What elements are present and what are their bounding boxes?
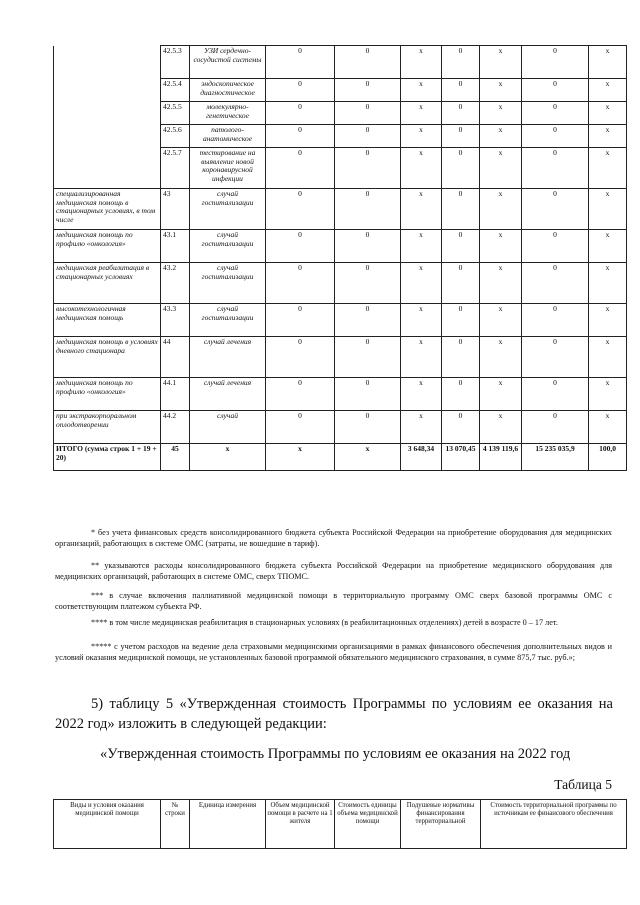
total-row bbox=[54, 444, 627, 471]
cell-c1: 0 bbox=[266, 337, 335, 378]
cell-c2: 0 bbox=[335, 304, 401, 337]
cell-c3: х bbox=[401, 148, 442, 189]
cell-c3: х bbox=[401, 189, 442, 230]
cell-num: 42.5.6 bbox=[161, 125, 190, 148]
row-name: высокотехнологичная медицинская помощь bbox=[54, 304, 161, 337]
cell-unit: случай госпитализации bbox=[190, 230, 266, 263]
cell-c7: х bbox=[589, 125, 627, 148]
total-c4: 13 070,45 bbox=[442, 444, 480, 471]
cell-unit: тестирование на выявление новой коронавирусной инфекции bbox=[190, 148, 266, 189]
cell-c5: х bbox=[480, 46, 522, 79]
cell-c4: 0 bbox=[442, 263, 480, 304]
cell-c7: х bbox=[589, 304, 627, 337]
table-row bbox=[54, 46, 627, 79]
total-c2: х bbox=[335, 444, 401, 471]
cell-c7: х bbox=[589, 337, 627, 378]
cell-c7: х bbox=[589, 378, 627, 411]
cell-unit: эндоскопическое диагностическое bbox=[190, 79, 266, 102]
cost-table bbox=[53, 45, 627, 471]
cell-unit: УЗИ сердечно-сосудистой системы bbox=[190, 46, 266, 79]
cell-num: 42.5.3 bbox=[161, 46, 190, 79]
cell-c4: 0 bbox=[442, 411, 480, 444]
cell-c5: х bbox=[480, 148, 522, 189]
row-name: при экстракорпоральном оплодотворении bbox=[54, 411, 161, 444]
table-row bbox=[54, 337, 627, 378]
cell-c3: х bbox=[401, 378, 442, 411]
total-unit: х bbox=[190, 444, 266, 471]
row-name bbox=[54, 102, 161, 125]
cell-c6: 0 bbox=[522, 148, 589, 189]
row-name bbox=[54, 125, 161, 148]
cell-c3: х bbox=[401, 79, 442, 102]
cell-c6: 0 bbox=[522, 189, 589, 230]
cell-unit: случай госпитализации bbox=[190, 304, 266, 337]
table-row bbox=[54, 304, 627, 337]
cell-c5: х bbox=[480, 411, 522, 444]
cell-c1: 0 bbox=[266, 263, 335, 304]
table-row bbox=[54, 263, 627, 304]
cell-c6: 0 bbox=[522, 411, 589, 444]
cell-c3: х bbox=[401, 46, 442, 79]
cell-c2: 0 bbox=[335, 263, 401, 304]
cell-c4: 0 bbox=[442, 102, 480, 125]
footnote-3: *** в случае включения паллиативной медицинской помощи в территориальную программу ОМС сверх базовой программы ОМС с соответствующим платежом субъекта РФ. bbox=[55, 591, 612, 611]
cell-c1: 0 bbox=[266, 125, 335, 148]
amendment-paragraph: 5) таблицу 5 «Утвержденная стоимость Программы по условиям ее оказания на 2022 год» изложить в следующей редакции: bbox=[55, 696, 613, 732]
cell-c6: 0 bbox=[522, 304, 589, 337]
cell-c1: 0 bbox=[266, 79, 335, 102]
cell-c2: 0 bbox=[335, 125, 401, 148]
cell-c2: 0 bbox=[335, 337, 401, 378]
cell-c2: 0 bbox=[335, 46, 401, 79]
cell-num: 42.5.7 bbox=[161, 148, 190, 189]
cell-c1: 0 bbox=[266, 46, 335, 79]
cell-c1: 0 bbox=[266, 411, 335, 444]
cell-c5: х bbox=[480, 304, 522, 337]
row-name: медицинская реабилитация в стационарных условиях bbox=[54, 263, 161, 304]
table-row bbox=[54, 230, 627, 263]
cell-c6: 0 bbox=[522, 230, 589, 263]
header-cell: Виды и условия оказания медицинской помощи bbox=[54, 800, 161, 849]
cell-unit: случай госпитализации bbox=[190, 263, 266, 304]
cell-c3: х bbox=[401, 337, 442, 378]
row-name: медицинская помощь в условиях дневного стационара bbox=[54, 337, 161, 378]
header-cell: Объем медицинской помощи в расчете на 1 жителя bbox=[266, 800, 335, 849]
cell-c4: 0 bbox=[442, 304, 480, 337]
row-name: медицинская помощь по профилю «онкология» bbox=[54, 378, 161, 411]
cell-unit: случай госпитализации bbox=[190, 189, 266, 230]
cell-c2: 0 bbox=[335, 79, 401, 102]
footnote-2: ** указываются расходы консолидированного бюджета субъекта Российской Федерации на приобретение медицинского оборудования для медицинских организаций, работающих в системе ОМС, сверх ТПОМС. bbox=[55, 561, 612, 581]
cell-num: 42.5.5 bbox=[161, 102, 190, 125]
cell-c4: 0 bbox=[442, 148, 480, 189]
footnote-4: **** в том числе медицинская реабилитация в стационарных условиях (в реабилитационных отделениях) детей в возрасте 0 – 17 лет. bbox=[91, 618, 558, 627]
cell-c5: х bbox=[480, 337, 522, 378]
row-name bbox=[54, 46, 161, 79]
header-cell: Стоимость территориальной программы по источникам ее финансового обеспечения bbox=[481, 800, 627, 849]
cell-c5: х bbox=[480, 189, 522, 230]
cell-c3: х bbox=[401, 230, 442, 263]
total-c1: х bbox=[266, 444, 335, 471]
cell-c1: 0 bbox=[266, 102, 335, 125]
cell-c3: х bbox=[401, 102, 442, 125]
cell-c2: 0 bbox=[335, 378, 401, 411]
cell-c1: 0 bbox=[266, 189, 335, 230]
cell-c4: 0 bbox=[442, 230, 480, 263]
cell-c2: 0 bbox=[335, 189, 401, 230]
cell-c5: х bbox=[480, 79, 522, 102]
table-row bbox=[54, 189, 627, 230]
header-cell: Подушевые нормативы финансирования территориальной bbox=[401, 800, 481, 849]
total-c5: 4 139 119,6 bbox=[480, 444, 522, 471]
table-row bbox=[54, 378, 627, 411]
cell-c6: 0 bbox=[522, 263, 589, 304]
total-num: 45 bbox=[161, 444, 190, 471]
cell-c4: 0 bbox=[442, 46, 480, 79]
cell-c5: х bbox=[480, 378, 522, 411]
cell-c7: х bbox=[589, 102, 627, 125]
cell-c4: 0 bbox=[442, 189, 480, 230]
cell-c7: х bbox=[589, 79, 627, 102]
cell-c1: 0 bbox=[266, 148, 335, 189]
cell-c6: 0 bbox=[522, 102, 589, 125]
table-row bbox=[54, 148, 627, 189]
cell-num: 43 bbox=[161, 189, 190, 230]
table-row bbox=[54, 411, 627, 444]
cell-num: 44 bbox=[161, 337, 190, 378]
cell-c5: х bbox=[480, 263, 522, 304]
table-row bbox=[54, 125, 627, 148]
header-cell: Стоимость единицы объема медицинской помощи bbox=[335, 800, 401, 849]
footnote-1: * без учета финансовых средств консолидированного бюджета субъекта Российской Федерации на приобретение оборудования для медицинских организаций, работающих в системе ОМС (затраты, не вошедшие в тариф). bbox=[55, 528, 612, 548]
row-name: медицинская помощь по профилю «онкология» bbox=[54, 230, 161, 263]
cell-num: 43.2 bbox=[161, 263, 190, 304]
row-name: специализированная медицинская помощь в стационарных условиях, в том числе bbox=[54, 189, 161, 230]
cell-c1: 0 bbox=[266, 304, 335, 337]
cell-c7: х bbox=[589, 46, 627, 79]
total-c7: 100,0 bbox=[589, 444, 627, 471]
cell-c1: 0 bbox=[266, 230, 335, 263]
cell-unit: случай bbox=[190, 411, 266, 444]
cell-c2: 0 bbox=[335, 411, 401, 444]
cell-c2: 0 bbox=[335, 230, 401, 263]
table-label: Таблица 5 bbox=[554, 777, 612, 792]
cell-num: 44.1 bbox=[161, 378, 190, 411]
cell-c1: 0 bbox=[266, 378, 335, 411]
cell-c7: х bbox=[589, 189, 627, 230]
cell-c3: х bbox=[401, 263, 442, 304]
cell-c6: 0 bbox=[522, 79, 589, 102]
header-cell: Единица измерения bbox=[190, 800, 266, 849]
table-row bbox=[54, 79, 627, 102]
cell-c7: х bbox=[589, 263, 627, 304]
cell-unit: случай лечения bbox=[190, 378, 266, 411]
cell-c4: 0 bbox=[442, 79, 480, 102]
cell-unit: случай лечения bbox=[190, 337, 266, 378]
cell-c6: 0 bbox=[522, 337, 589, 378]
cell-num: 43.1 bbox=[161, 230, 190, 263]
quote-title: «Утвержденная стоимость Программы по условиям ее оказания на 2022 год bbox=[100, 746, 571, 762]
cell-num: 44.2 bbox=[161, 411, 190, 444]
cell-c4: 0 bbox=[442, 125, 480, 148]
row-name bbox=[54, 79, 161, 102]
cell-c3: х bbox=[401, 411, 442, 444]
footnote-5: ***** с учетом расходов на ведение дела страховыми медицинскими организациями в рамках финансового обеспечения дополнительных видов и условий оказания медицинской помощи, не установленных базовой программой обязательного медицинского страхования, в сумме 875,7 тыс. руб.»; bbox=[55, 642, 612, 662]
table-row bbox=[54, 102, 627, 125]
cell-unit: молекулярно-генетическое bbox=[190, 102, 266, 125]
total-c6: 15 235 035,9 bbox=[522, 444, 589, 471]
cell-c2: 0 bbox=[335, 102, 401, 125]
cell-c6: 0 bbox=[522, 378, 589, 411]
cell-c7: х bbox=[589, 411, 627, 444]
cell-c5: х bbox=[480, 230, 522, 263]
cell-c5: х bbox=[480, 102, 522, 125]
total-name: ИТОГО (сумма строк 1 + 19 + 20) bbox=[54, 444, 161, 471]
table-5-header bbox=[53, 799, 627, 849]
cell-c2: 0 bbox=[335, 148, 401, 189]
cell-c3: х bbox=[401, 125, 442, 148]
cell-c5: х bbox=[480, 125, 522, 148]
cell-c6: 0 bbox=[522, 46, 589, 79]
row-name bbox=[54, 148, 161, 189]
cell-c4: 0 bbox=[442, 337, 480, 378]
cell-c7: х bbox=[589, 230, 627, 263]
cell-num: 43.3 bbox=[161, 304, 190, 337]
header-cell: № строки bbox=[161, 800, 190, 849]
cell-unit: патолого-анатомическое bbox=[190, 125, 266, 148]
cell-num: 42.5.4 bbox=[161, 79, 190, 102]
cell-c3: х bbox=[401, 304, 442, 337]
cell-c4: 0 bbox=[442, 378, 480, 411]
total-c3: 3 648,34 bbox=[401, 444, 442, 471]
cell-c6: 0 bbox=[522, 125, 589, 148]
cell-c7: х bbox=[589, 148, 627, 189]
